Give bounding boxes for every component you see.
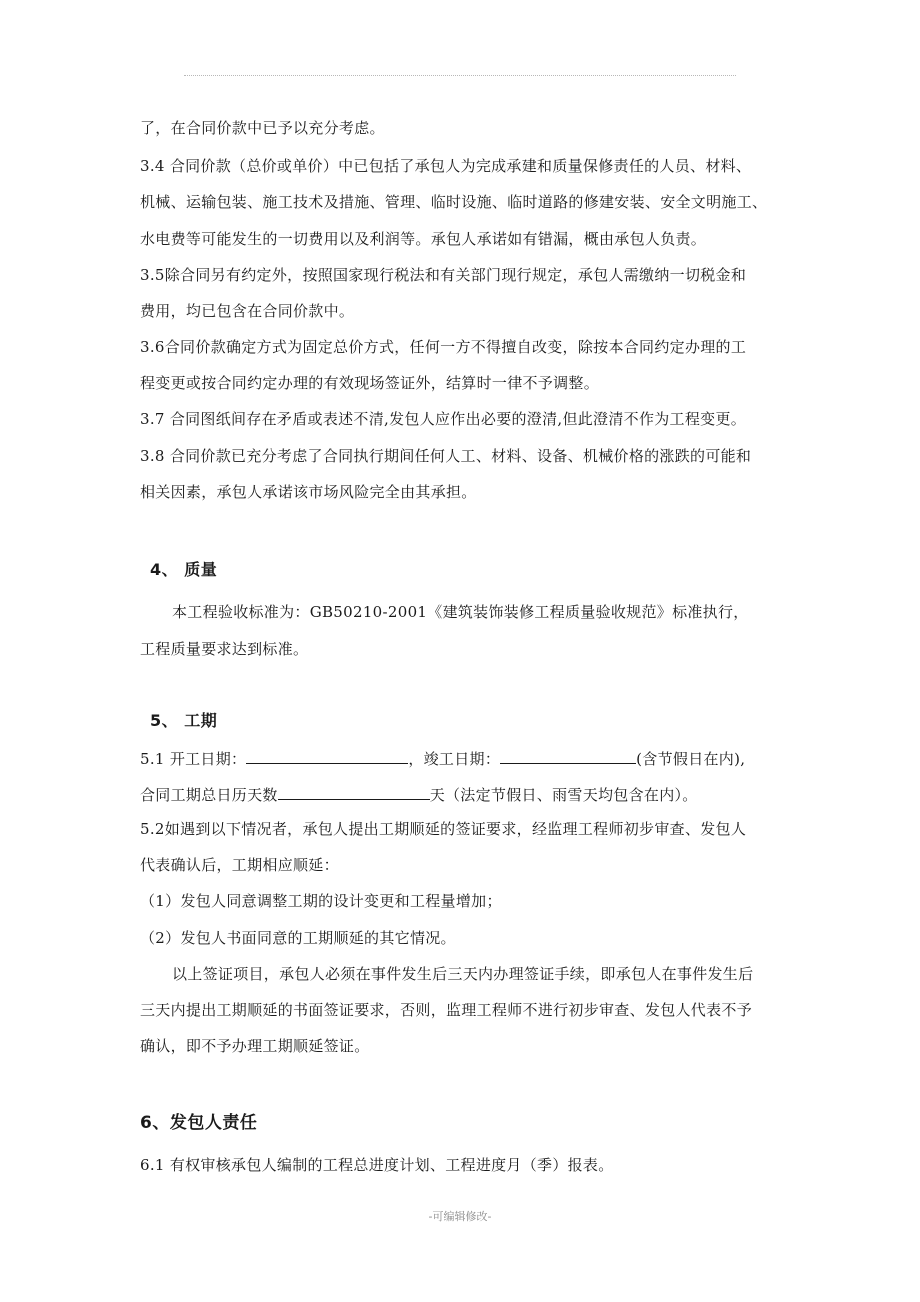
clause-3-5-line-1: 3.5除合同另有约定外，按照国家现行税法和有关部门现行规定，承包人需缴纳一切税金和 <box>140 266 747 284</box>
clause-3-8-line-1: 3.8 合同价款已充分考虑了合同执行期间任何人工、材料、设备、机械价格的涨跌的可能和 <box>140 447 752 465</box>
clause-3-4-line-2: 机械、运输包装、施工技术及措施、管理、临时设施、临时道路的修建安装、安全文明施工、 <box>140 193 768 211</box>
section-5-paragraph-line-3: 确认，即不予办理工期顺延签证。 <box>140 1037 370 1055</box>
clause-6-1: 6.1 有权审核承包人编制的工程总进度计划、工程进度月（季）报表。 <box>140 1156 614 1174</box>
clause-3-6-line-1: 3.6合同价款确定方式为固定总价方式，任何一方不得擅自改变，除按本合同约定办理的工 <box>140 338 747 356</box>
section-4-heading: 4、 质量 <box>150 560 218 579</box>
clause-3-6-line-2: 程变更或按合同约定办理的有效现场签证外，结算时一律不予调整。 <box>140 374 600 392</box>
duration-blank <box>278 783 430 800</box>
clause-3-7: 3.7 合同图纸间存在矛盾或表述不清,发包人应作出必要的澄清,但此澄清不作为工程变更。 <box>140 410 747 428</box>
section-4-paragraph-line-1: 本工程验收标准为：GB50210-2001《建筑装饰装修工程质量验收规范》标准执行， <box>172 603 749 621</box>
start-date-blank <box>246 747 408 764</box>
clause-5-2-line-1: 5.2如遇到以下情况者，承包人提出工期顺延的签证要求，经监理工程师初步审查、发包人 <box>140 820 747 838</box>
clause-5-2-line-2: 代表确认后，工期相应顺延： <box>140 856 339 874</box>
header-rule <box>184 75 736 76</box>
section-5-heading: 5、 工期 <box>150 711 218 730</box>
duration-label: 合同工期总日历天数 <box>140 786 278 804</box>
clause-5-2-item-1: （1）发包人同意调整工期的设计变更和工程量增加； <box>140 892 502 910</box>
paragraph-line: 了，在合同价款中已予以充分考虑。 <box>140 119 385 137</box>
start-date-label: 5.1 开工日期： <box>140 750 247 768</box>
page-footer: -可编辑修改- <box>428 1210 492 1223</box>
clause-3-4-line-3: 水电费等可能发生的一切费用以及利润等。承包人承诺如有错漏，概由承包人负责。 <box>140 230 707 248</box>
clause-5-2-item-2: （2）发包人书面同意的工期顺延的其它情况。 <box>140 929 456 947</box>
holidays-note: (含节假日在内), <box>636 750 746 768</box>
clause-5-1-dates <box>140 747 745 769</box>
clause-3-4-line-1: 3.4 合同价款（总价或单价）中已包括了承包人为完成承建和质量保修责任的人员、材料、 <box>140 157 752 175</box>
end-date-blank <box>500 747 636 764</box>
section-5-paragraph-line-2: 三天内提出工期顺延的书面签证要求，否则，监理工程师不进行初步审查、发包人代表不予 <box>140 1001 753 1019</box>
section-6-heading: 6、发包人责任 <box>140 1113 258 1133</box>
clause-3-5-line-2: 费用，均已包含在合同价款中。 <box>140 302 355 320</box>
section-5-paragraph-line-1: 以上签证项目，承包人必须在事件发生后三天内办理签证手续，即承包人在事件发生后 <box>172 965 754 983</box>
section-4-paragraph-line-2: 工程质量要求达到标准。 <box>140 640 309 658</box>
clause-5-1-duration <box>140 783 698 805</box>
end-date-label: ，竣工日期： <box>408 750 501 768</box>
duration-note: 天（法定节假日、雨雪天均包含在内）。 <box>429 786 698 804</box>
clause-3-8-line-2: 相关因素，承包人承诺该市场风险完全由其承担。 <box>140 483 477 501</box>
